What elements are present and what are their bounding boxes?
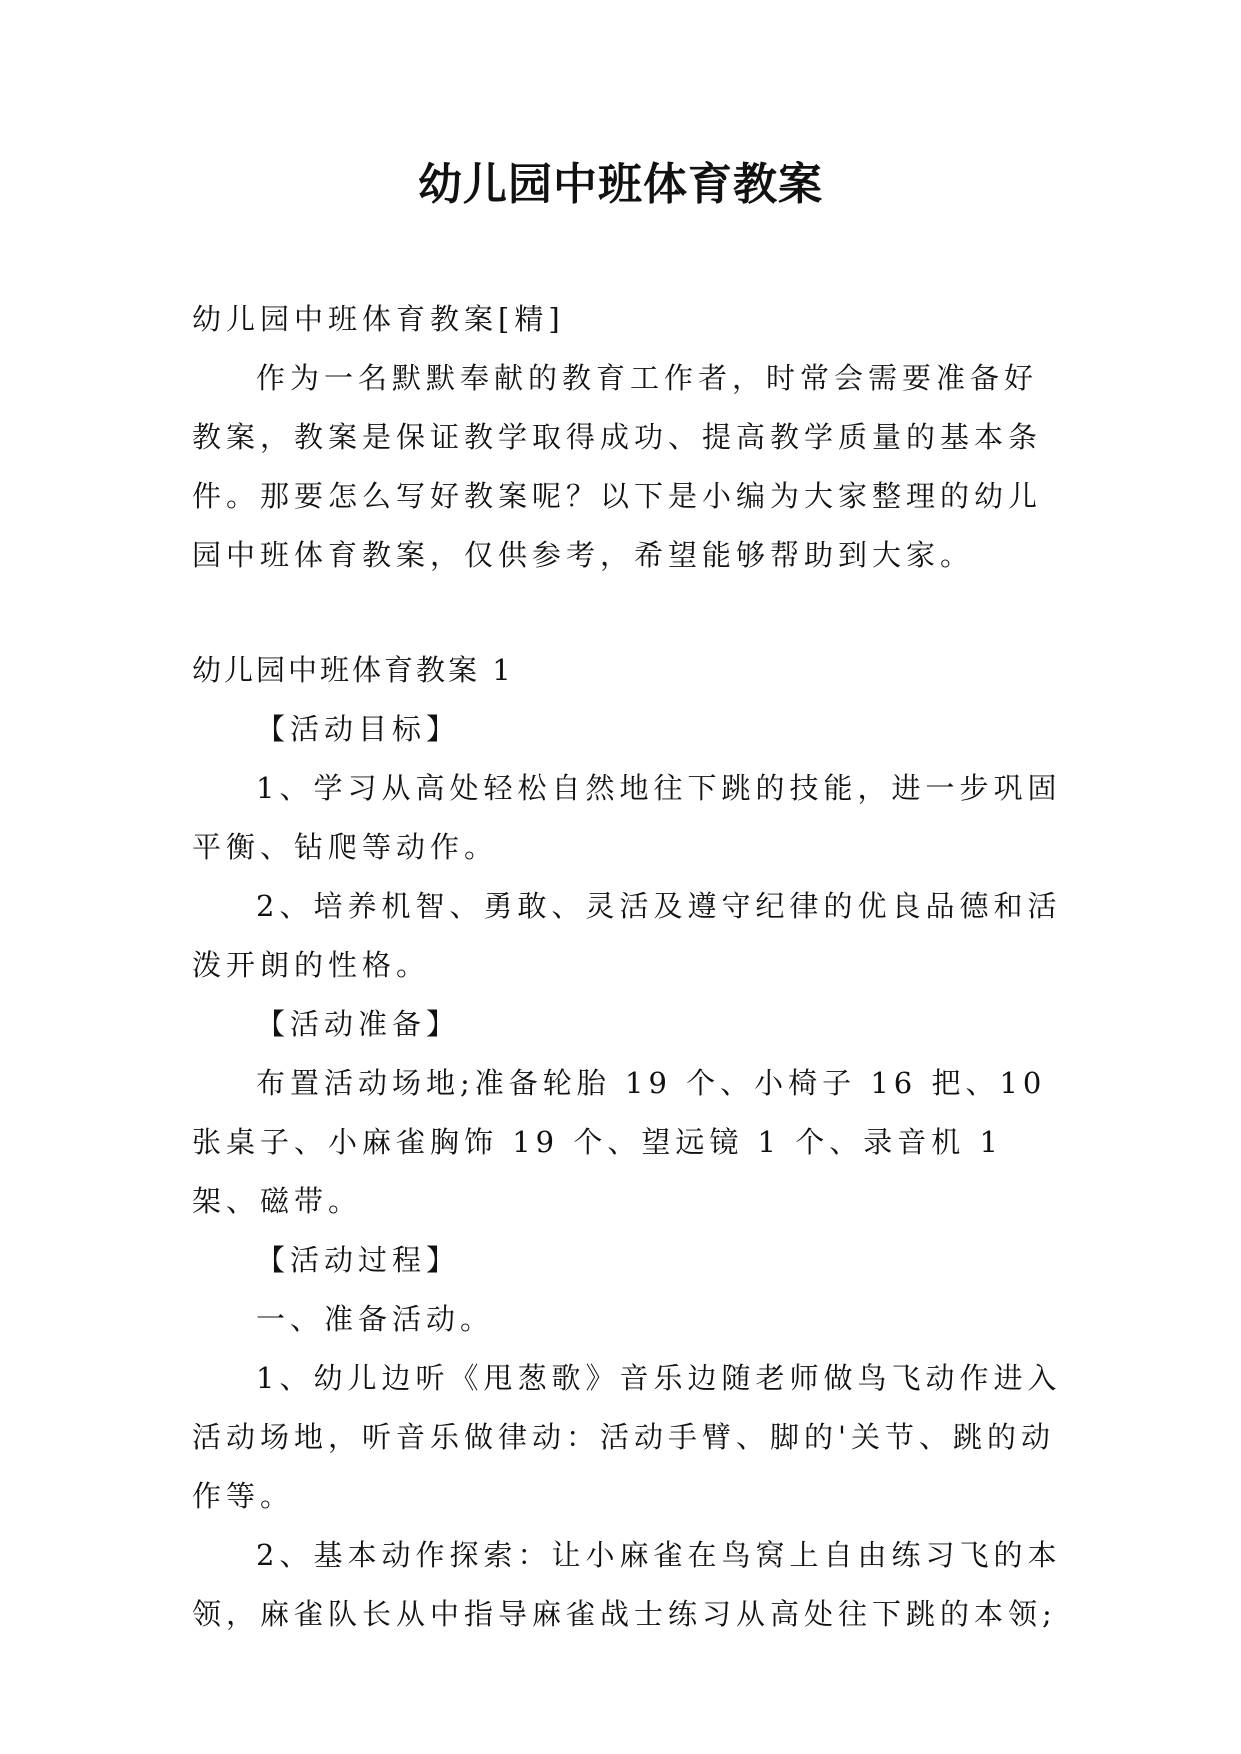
document-subtitle: 幼儿园中班体育教案[精] — [192, 302, 565, 336]
paragraph-gap — [192, 585, 1062, 641]
goal-heading: 【活动目标】 — [256, 712, 461, 746]
goal-item-2: 2、培养机智、勇敢、灵活及遵守纪律的优良品德和活泼开朗的性格。 — [192, 889, 1062, 982]
prep-heading: 【活动准备】 — [256, 1007, 461, 1041]
process-item-1: 1、幼儿边听《甩葱歌》音乐边随老师做鸟飞动作进入活动场地，听音乐做律动：活动手臂、脚的'关节、跳的动作等。 — [192, 1361, 1062, 1513]
goal-item-1: 1、学习从高处轻松自然地往下跳的技能，进一步巩固平衡、钻爬等动作。 — [192, 771, 1062, 864]
process-step-title: 一、准备活动。 — [256, 1302, 495, 1336]
document-title: 幼儿园中班体育教案 — [418, 159, 823, 210]
process-item-2: 2、基本动作探索：让小麻雀在鸟窝上自由练习飞的本领，麻雀队长从中指导麻雀战士练习从高处往下跳的本领; — [192, 1538, 1062, 1631]
section-heading: 幼儿园中班体育教案 1 — [192, 653, 514, 687]
document-body — [192, 290, 1062, 1644]
process-heading: 【活动过程】 — [256, 1243, 461, 1277]
prep-paragraph: 布置活动场地;准备轮胎 19 个、小椅子 16 把、10 张桌子、小麻雀胸饰 19 个、望远镜 1 个、录音机 1 架、磁带。 — [192, 1066, 1047, 1218]
intro-paragraph: 作为一名默默奉献的教育工作者，时常会需要准备好教案，教案是保证教学取得成功、提高教学质量的基本条件。那要怎么写好教案呢？以下是小编为大家整理的幼儿园中班体育教案，仅供参考，希望能够帮助到大家。 — [192, 361, 1043, 572]
